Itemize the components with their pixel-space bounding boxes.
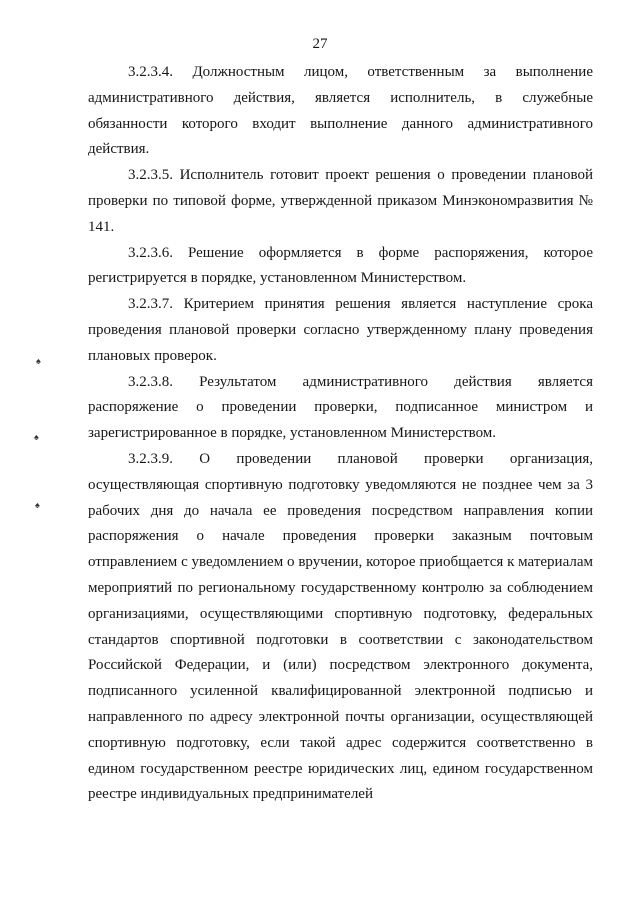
margin-mark: ♠ (34, 432, 39, 442)
paragraph-3-2-3-4: 3.2.3.4. Должностным лицом, ответственным за выполнение административного действия, является исполнитель, в служебные обязанности которого входит выполнение данного административного действия. (88, 64, 593, 158)
document-body (88, 60, 593, 808)
paragraph-3-2-3-9: 3.2.3.9. О проведении плановой проверки организация, осуществляющая спортивную подготовку уведомляются не позднее чем за 3 рабочих дня до начала ее проведения посредством направления копии распоряжения о начале проведения проверки заказным почтовым отправлением с уведомлением о вручении, которое приобщается к материалам мероприятий по региональному государственному контролю за соблюдением организациями, осуществляющими спортивную подготовку, федеральных стандартов спортивной подготовки в соответствии с законодательством Российской Федерации, и (или) посредством электронного документа, подписанного усиленной квалифицированной электронной подписью и направленного по адресу электронной почты организации, осуществляющей спортивную подготовку, если такой адрес содержится соответственно в едином государственном реестре юридических лиц, едином государственном реестре индивидуальных предпринимателей (88, 450, 593, 803)
page-number: 27 (312, 36, 328, 52)
margin-mark: ♠ (35, 500, 40, 510)
paragraph-3-2-3-7: 3.2.3.7. Критерием принятия решения является наступление срока проведения плановой проверки согласно утвержденному плану проведения плановых проверок. (88, 296, 593, 364)
paragraph-3-2-3-5: 3.2.3.5. Исполнитель готовит проект решения о проведении плановой проверки по типовой форме, утвержденной приказом Минэкономразвития № 141. (88, 167, 593, 235)
paragraph-3-2-3-8: 3.2.3.8. Результатом административного действия является распоряжение о проведении проверки, подписанное министром и зарегистрированное в порядке, установленном Министерством. (88, 373, 593, 442)
margin-mark: ♠ (36, 356, 41, 366)
paragraph-3-2-3-6: 3.2.3.6. Решение оформляется в форме распоряжения, которое регистрируется в порядке, установленном Министерством. (88, 244, 593, 287)
